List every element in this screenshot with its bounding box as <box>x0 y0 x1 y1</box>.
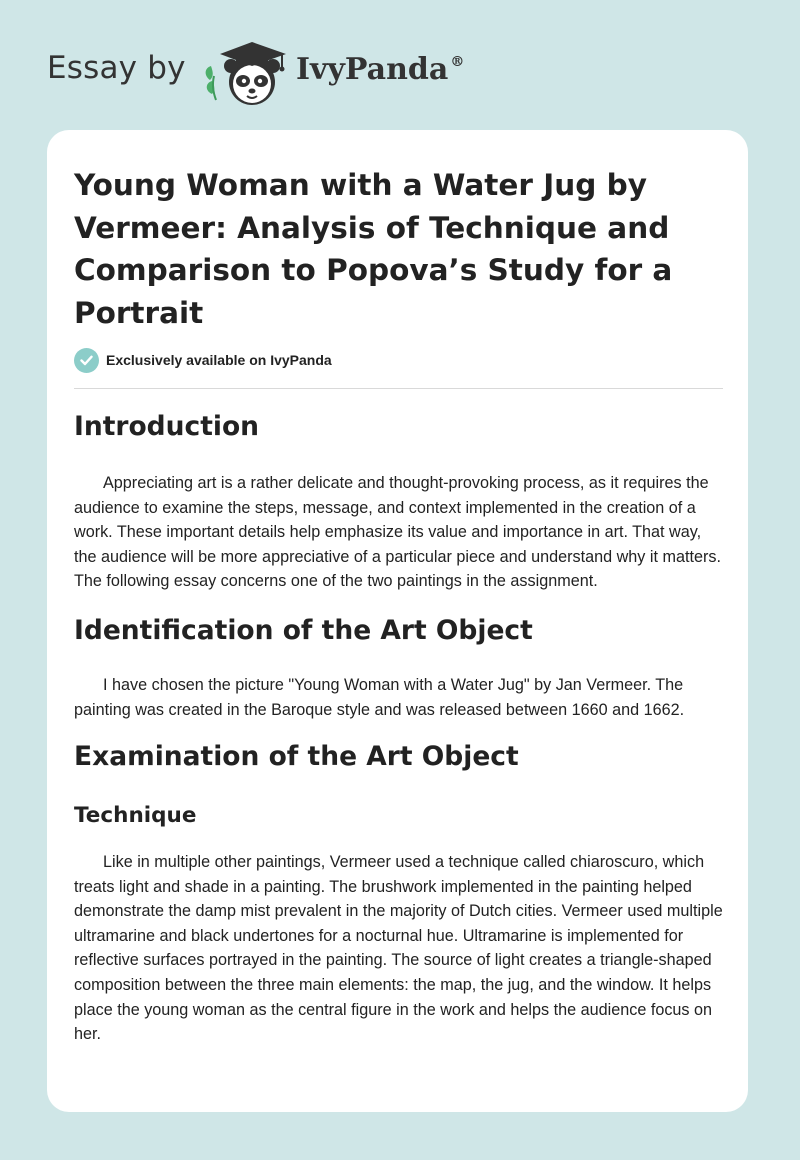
brand-wordmark[interactable] <box>296 52 464 87</box>
section-paragraph-technique: Like in multiple other paintings, Vermeer used a technique called chiaroscuro, which treats light and shade in a painting. The brushwork implemented in the painting helped demonstrate the damp mist prevalent in the majority of Dutch cities. Vermeer used multiple ultramarine and black undertones for a nocturnal hue. Ultramarine is implemented for reflective surfaces portrayed in the painting. The source of light creates a triangle-shaped composition between the three main elements: the map, the jug, and the window. It helps place the young woman as the central figure in the work and helps the audience focus on her. <box>74 853 723 1044</box>
section-paragraph-identification: I have chosen the picture "Young Woman with a Water Jug" by Jan Vermeer. The painting was created in the Baroque style and was released between 1660 and 1662. <box>74 676 685 719</box>
brand-name: IvyPanda <box>296 52 449 87</box>
section-heading-examination: Examination of the Art Object <box>74 741 519 772</box>
title-divider <box>74 388 723 389</box>
section-heading-identification: Identification of the Art Object <box>74 615 533 646</box>
section-heading-introduction: Introduction <box>74 411 260 442</box>
essay-card <box>47 130 748 1112</box>
check-circle-icon <box>74 348 99 373</box>
subsection-heading-technique: Technique <box>74 803 197 828</box>
essay-by-label: Essay by <box>47 50 186 86</box>
exclusive-badge <box>74 347 332 373</box>
registered-mark: ® <box>450 54 465 70</box>
site-header <box>0 0 800 130</box>
exclusive-badge-text: Exclusively available on IvyPanda <box>106 352 332 368</box>
essay-title: Young Woman with a Water Jug by Vermeer: Analysis of Technique and Comparison to Popova’s Study for a Portrait <box>74 168 673 330</box>
section-paragraph-introduction: Appreciating art is a rather delicate and thought-provoking process, as it requires the audience to examine the steps, message, and context implemented in the creation of a work. These important details help emphasize its value and importance in art. That way, the audience will be more appreciative of a particular piece and understand why it matters. The following essay concerns one of the two paintings in the assignment. <box>74 474 721 591</box>
panda-graduate-logo-icon[interactable] <box>200 36 292 110</box>
